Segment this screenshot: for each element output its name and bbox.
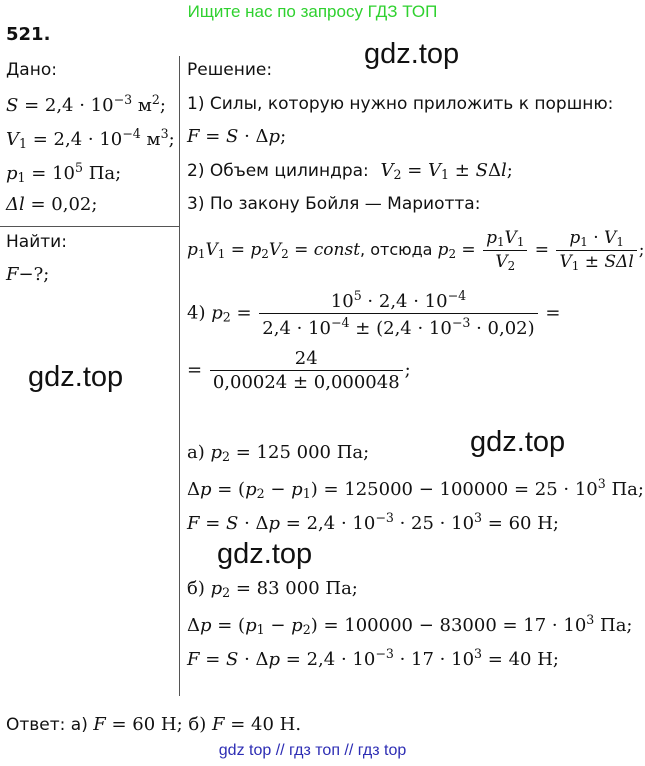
- step-3-text: 3) По закону Бойля — Мариотта:: [187, 194, 481, 214]
- fraction-expanded: $\frac{p_1 \cdot V_1}{V_1 \pm S\Delta l}$: [556, 228, 636, 273]
- given-line-pressure: $p_1 = 10^5$ Па;: [6, 160, 122, 186]
- case-b-pressure: б) $p_2 = 83$ 000 Па;: [187, 578, 358, 601]
- watermark: gdz.top: [470, 426, 566, 458]
- watermark: gdz.top: [28, 361, 124, 393]
- solution-label: Решение:: [187, 60, 273, 80]
- case-b-delta: $\Delta p = (p_1 - p_2) = 100000 - 83000 = 17 \cdot 10^3$ Па;: [187, 612, 633, 638]
- step-3-formula: $p_1V_1 = p_2V_2$ = const, отсюда $p_2$ = $\frac{p_1V_1}{V_2}$ = $\frac{p_1 \cdot V_1}{V_1 \pm S\Delta l}$ ;: [187, 228, 645, 273]
- banner: Ищите нас по запросу ГДЗ ТОП: [187, 2, 438, 21]
- given-label: Дано:: [6, 60, 57, 80]
- problem-number: 521.: [6, 24, 51, 45]
- fraction-p2-substituted: $\frac{10^5 \cdot 2,4 \cdot 10^{-4}}{2,4 \cdot 10^{-4} \pm (2,4 \cdot 10^{-3} \cdot 0,02)}$: [259, 288, 537, 339]
- step-4-simplified: = $\frac{24}{0,00024 \pm 0,000048}$ ;: [187, 348, 411, 393]
- step-4-formula: 4) $p_2$ = $\frac{10^5 \cdot 2,4 \cdot 10^{-4}}{2,4 \cdot 10^{-4} \pm (2,4 \cdot 10^{-3} \cdot 0,02)}$ =: [187, 288, 561, 339]
- answer: Ответ: а) F = 60 Н; б) F = 40 Н.: [6, 714, 302, 735]
- watermark: gdz.top: [217, 538, 313, 570]
- case-a-force: $F = S \cdot \Delta p = 2,4 \cdot 10^{-3} \cdot 25 \cdot 10^3 = 60$ Н;: [187, 510, 559, 534]
- fraction-numeric: $\frac{24}{0,00024 \pm 0,000048}$: [210, 348, 403, 393]
- case-b-force: $F = S \cdot \Delta p = 2,4 \cdot 10^{-3} \cdot 17 \cdot 10^3 = 40$ Н;: [187, 646, 559, 670]
- step-2: 2) Объем цилиндра: $V_2 = V_1 \pm S\Delta l$;: [187, 160, 513, 183]
- case-a-pressure: а) $p_2 = 125$ 000 Па;: [187, 442, 370, 465]
- case-a-delta: $\Delta p = (p_2 - p_1) = 125000 - 100000 = 25 \cdot 10^3$ Па;: [187, 476, 644, 502]
- given-line-delta: Δl = 0,02;: [6, 194, 98, 215]
- horizontal-divider: [0, 226, 179, 227]
- given-line-volume: $V_1 = 2,4 \cdot 10^{-4}$ $м^3$;: [6, 126, 175, 152]
- step-1-formula: F = S · Δp;: [187, 126, 287, 147]
- footer-links: gdz top // гдз топ // гдз top: [218, 742, 407, 759]
- find-label: Найти:: [6, 232, 67, 252]
- given-line-area: $S = 2,4 \cdot 10^{-3}$ $м^2$;: [6, 92, 166, 116]
- vertical-divider: [179, 56, 180, 696]
- find-value: F−?;: [6, 264, 50, 285]
- fraction-p1v1-over-v2: $\frac{p_1V_1}{V_2}$: [483, 228, 527, 273]
- step-1-text: 1) Силы, которую нужно приложить к поршню:: [187, 94, 614, 114]
- watermark: gdz.top: [364, 38, 460, 70]
